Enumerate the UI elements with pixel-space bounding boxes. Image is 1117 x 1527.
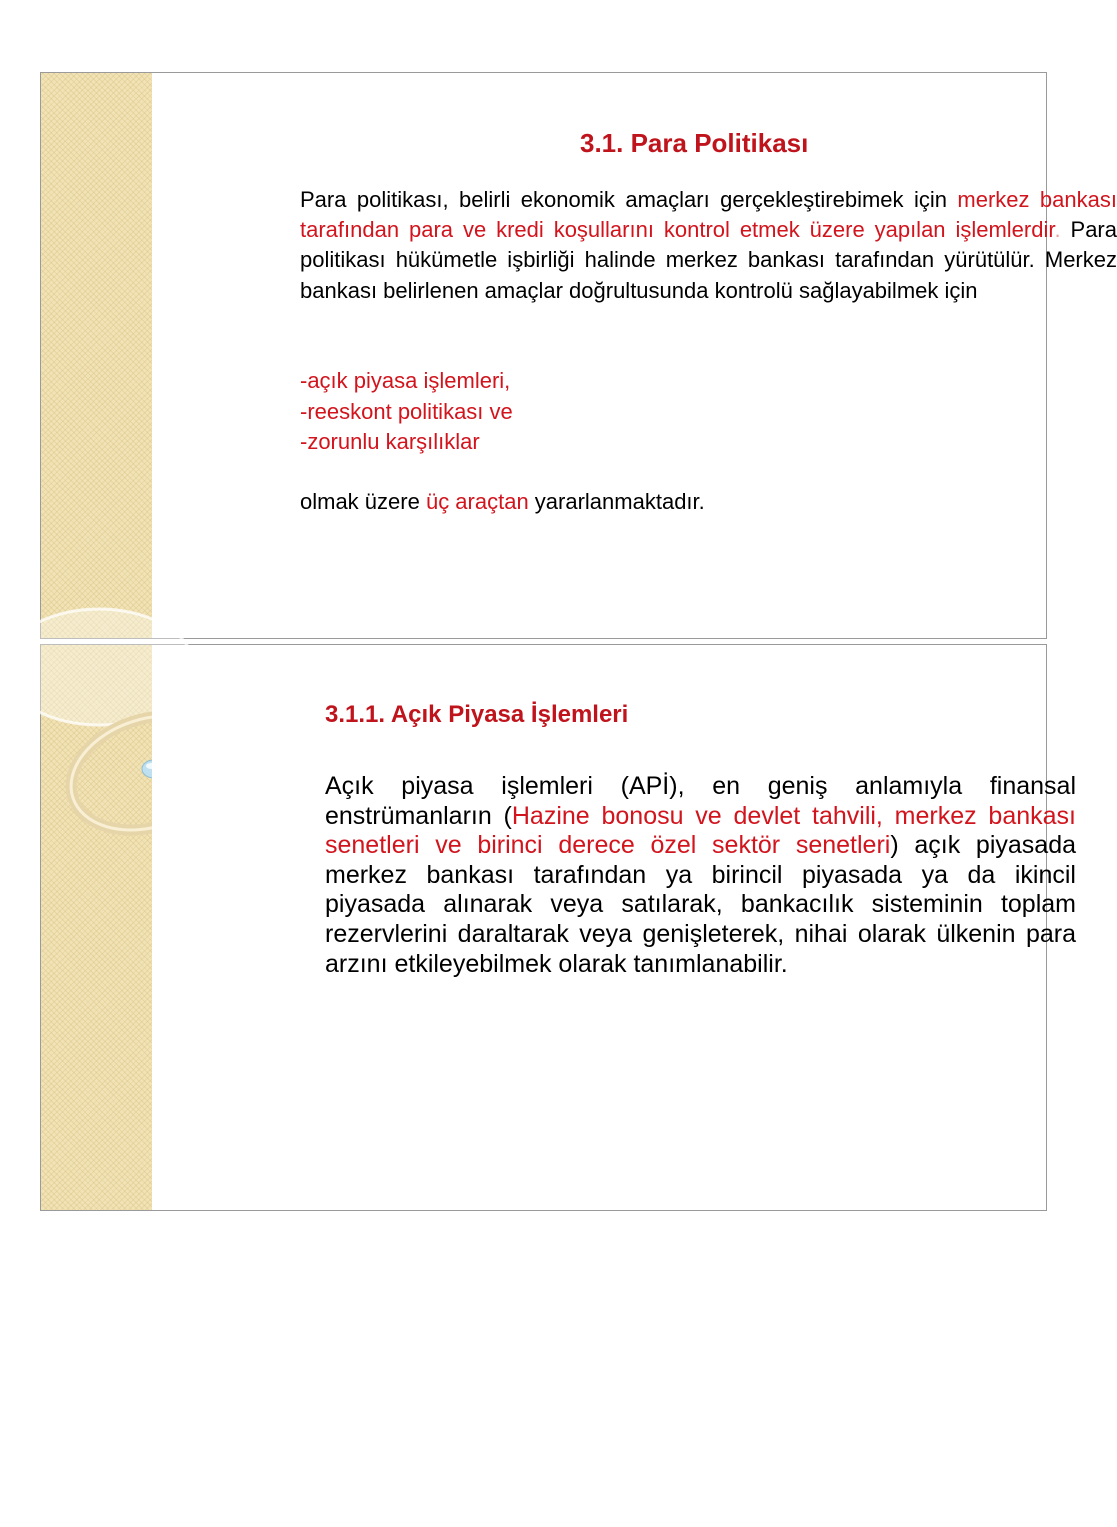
paragraph-text: Para politikası hükümetle işbirliği halinde merkez bankası tarafından yürütülür. Merkez bankası belirlenen amaçlar doğrultusunda kontrolü sağlayabilmek için: [300, 217, 1117, 303]
slide-content: [152, 73, 1117, 638]
slide-sidebar: [41, 73, 152, 638]
highlighted-text: üç araçtan: [425, 489, 529, 514]
paragraph-text: yararlanmaktadır.: [528, 489, 705, 514]
list-item: -reeskont politikası ve: [300, 398, 513, 424]
tools-list: [300, 366, 513, 458]
list-item: -zorunlu karşılıklar: [300, 429, 480, 454]
paragraph-text: Açık piyasa işlemleri (APİ), en geniş anlamıyla finansal enstrümanların (: [325, 772, 1076, 830]
definition-paragraph: [325, 772, 1076, 979]
paragraph-text: ) açık piyasada merkez bankası tarafından ya birincil piyasada ya da ikincil piyasada alınarak veya satılarak, bankacılık sisteminin toplam rezervlerini daraltarak veya genişleterek, nihai olarak ülkenin para arzını etkileyebilmek olarak tanımlanabilir.: [325, 831, 1076, 978]
paragraph-text: olmak üzere: [300, 489, 426, 514]
slide-content: [152, 645, 1076, 1210]
paragraph-dot: .: [1054, 217, 1061, 243]
highlighted-text: merkez bankası tarafından para ve kredi koşullarını kontrol etmek üzere yapılan işlemlerdir: [300, 187, 1117, 243]
closing-sentence: [300, 487, 705, 517]
slide-title: 3.1. Para Politikası: [580, 128, 809, 158]
paragraph-text: Para politikası, belirli ekonomik amaçları gerçekleştirebimek için: [300, 187, 958, 212]
list-item: -açık piyasa işlemleri,: [300, 368, 511, 393]
definition-paragraph: [300, 185, 1117, 306]
slide-acik-piyasa-islemleri: [40, 644, 1076, 1211]
slide-para-politikasi: [40, 72, 1117, 639]
highlighted-text: Hazine bonosu ve devlet tahvili, merkez bankası senetleri ve birinci derece özel sektör senetleri: [325, 801, 1076, 860]
slide-title: 3.1.1. Açık Piyasa İşlemleri: [325, 701, 629, 728]
